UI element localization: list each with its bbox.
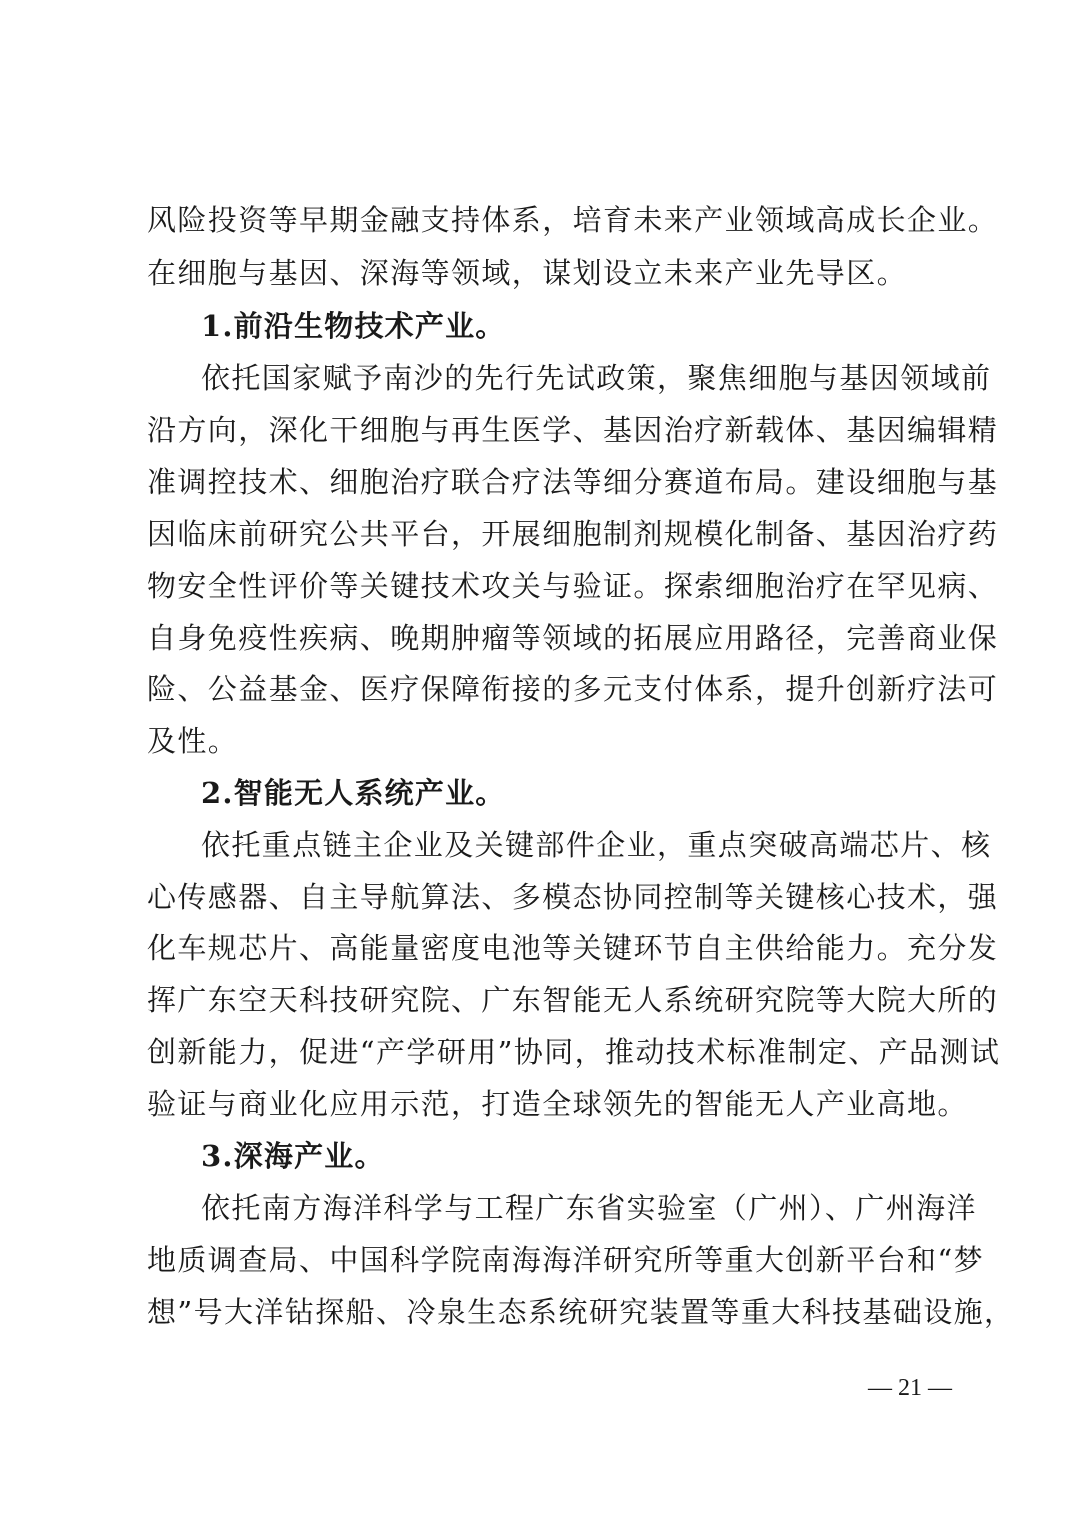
paragraph-line: 险、公益基金、医疗保障衔接的多元支付体系，提升创新疗法可: [147, 672, 999, 706]
paragraph-line: 化车规芯片、高能量密度电池等关键环节自主供给能力。充分发: [147, 931, 999, 965]
paragraph-line: 地质调查局、中国科学院南海海洋研究所等重大创新平台和“梦: [147, 1243, 985, 1277]
paragraph-line: 物安全性评价等关键技术攻关与验证。探索细胞治疗在罕见病、: [147, 569, 999, 603]
page-number: — 21 —: [868, 1375, 952, 1401]
paragraph-line: 依托重点链主企业及关键部件企业，重点突破高端芯片、核: [201, 828, 992, 862]
paragraph-line: 自身免疫性疾病、晚期肿瘤等领域的拓展应用路径，完善商业保: [147, 621, 999, 655]
paragraph-line: 依托南方海洋科学与工程广东省实验室（广州）、广州海洋: [201, 1191, 977, 1225]
paragraph-line: 想”号大洋钻探船、冷泉生态系统研究装置等重大科技基础设施，: [147, 1295, 1015, 1329]
paragraph-line: 验证与商业化应用示范，打造全球领先的智能无人产业高地。: [147, 1087, 968, 1121]
paragraph-line: 及性。: [147, 724, 239, 758]
paragraph-line: 风险投资等早期金融支持体系，培育未来产业领域高成长企业。: [147, 203, 999, 237]
paragraph-line: 在细胞与基因、深海等领域，谋划设立未来产业先导区。: [147, 256, 908, 290]
paragraph-line: 因临床前研究公共平台，开展细胞制剂规模化制备、基因治疗药: [147, 517, 999, 551]
paragraph-line: 挥广东空天科技研究院、广东智能无人系统研究院等大院大所的: [147, 983, 999, 1017]
paragraph-line: 沿方向，深化干细胞与再生医学、基因治疗新载体、基因编辑精: [147, 413, 999, 447]
paragraph-line: 依托国家赋予南沙的先行先试政策，聚焦细胞与基因领域前: [201, 361, 992, 395]
section-heading-2: 2.智能无人系统产业。: [201, 776, 506, 810]
paragraph-line: 心传感器、自主导航算法、多模态协同控制等关键核心技术，强: [147, 880, 999, 914]
paragraph-line: 创新能力，促进“产学研用”协同，推动技术标准制定、产品测试: [147, 1035, 1001, 1069]
section-heading-1: 1.前沿生物技术产业。: [201, 309, 506, 343]
section-heading-3: 3.深海产业。: [201, 1139, 385, 1173]
paragraph-line: 准调控技术、细胞治疗联合疗法等细分赛道布局。建设细胞与基: [147, 465, 999, 499]
